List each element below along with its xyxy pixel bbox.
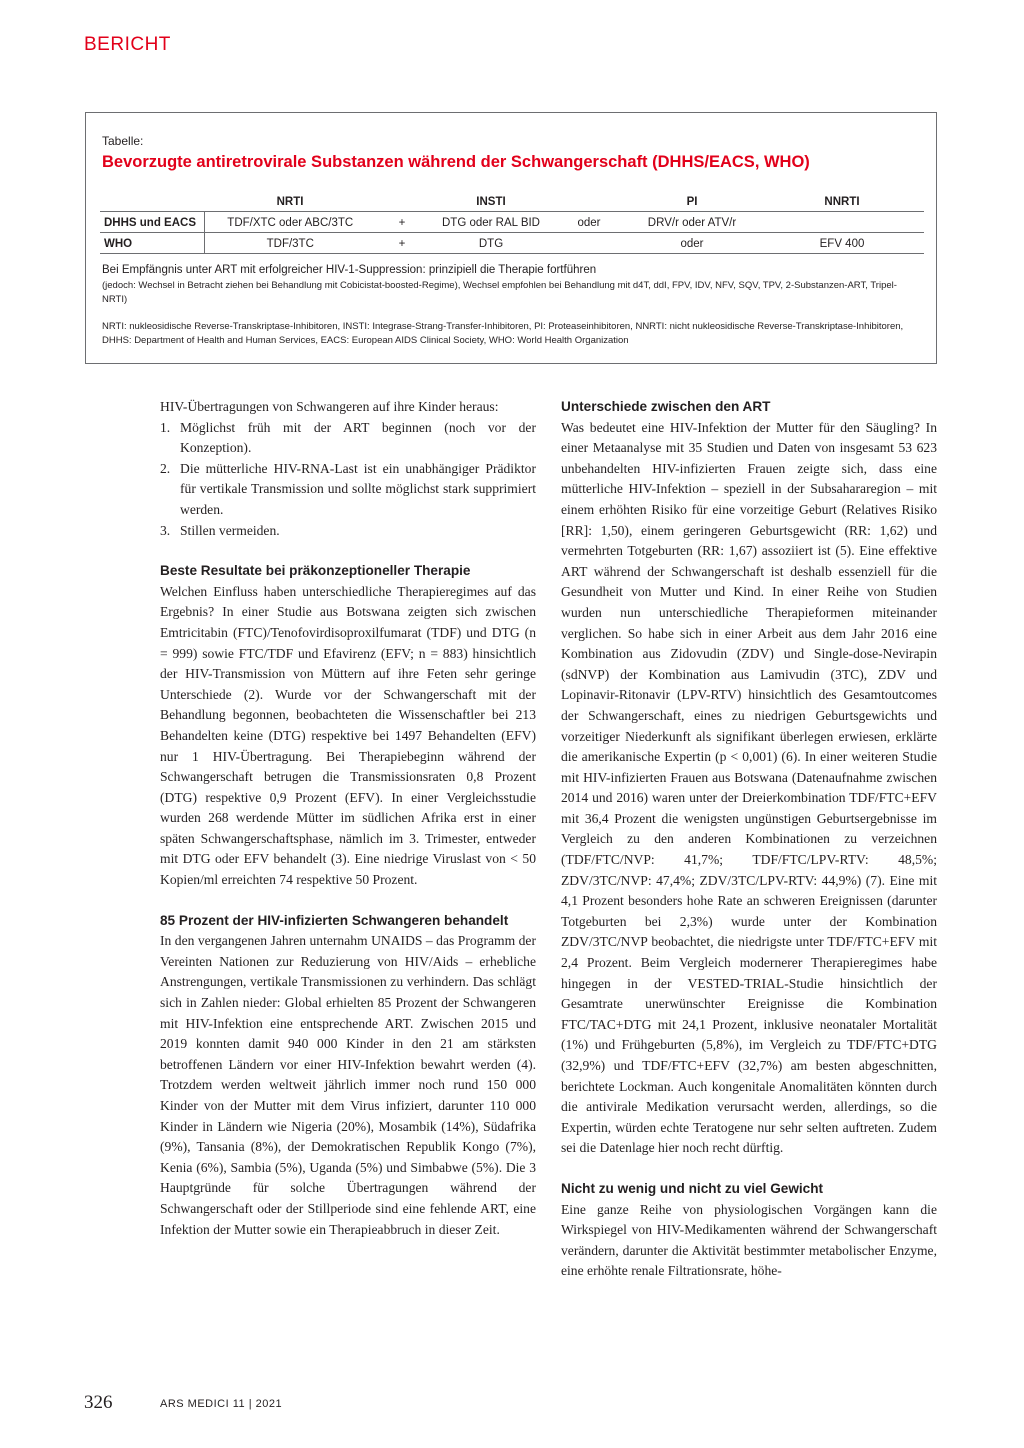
section-label: BERICHT	[84, 34, 171, 55]
header-insti: INSTI	[428, 191, 554, 212]
cell-plus: +	[376, 233, 428, 254]
body-paragraph: Was bedeutet eine HIV-Infektion der Mutter für den Säugling? In einer Metaanalyse mit 35 Studien und Daten von insgesamt 53 623 unbehandelten HIV-infizierten Frauen zeigte sich, dass eine mütterliche HIV-Infektion – speziell in der Subsahararegion – mit einem erhöhten Risiko für eine vorzeitige Geburt (Relatives Risiko [RR]: 1,50), einem geringeren Geburtsgewicht (RR: 1,62) und vermehrten Totgeburten (RR: 1,67) assoziiert ist (5). Eine effektive ART während der Schwangerschaft ist deshalb essenziell für die Gesundheit von Mutter und Kind. In einer Reihe von Studien wurden nun unterschiedliche Therapieformen miteinander verglichen. So habe sich in einer Arbeit aus dem Jahr 2016 eine Kombination aus Zidovudin (ZDV) und Single-dose-Nevirapin (sdNVP) der Kombination aus Lamivudin (3TC), ZDV und Lopinavir-Ritonavir (LPV-RTV) hinsichtlich des Gesamtoutcomes der Schwangerschaft, eines zu niedrigen Geburtsgewichts und vorzeitiger Niederkunft als signifikant überlegen erwiesen, erklärte die amerikanische Expertin (p < 0,001) (6). In einer weiteren Studie mit HIV-infizierten Frauen aus Botswana (Datenaufnahme zwischen 2014 und 2016) waren unter der Dreierkombination TDF/FTC+EFV mit 36,4 Prozent die wenigsten ungünstigen Geburtsergebnisse im Vergleich zu den anderen Kombinationen zu verzeichnen (TDF/FTC/NVP: 41,7%; TDF/FTC/LPV-RTV: 48,5%; ZDV/3TC/NVP: 47,4%; ZDV/3TC/LPV-RTV: 44,9%) (7). Eine mit 4,1 Prozent besonders hohe Rate an schweren Ereignissen (darunter Totgeburten bei 2,3%) wurde unter der Kombination ZDV/3TC/NVP beobachtet, die niedrigste unter TDF/FTC+EFV mit 2,4 Prozent. Beim Vergleich modernerer Therapieregimes habe hingegen in der VESTED-TRIAL-Studie hinsichtlich der Gesamtrate unerwünschter Ereignisse die Kombination FTC/TAC+DTG mit 24,1 Prozent, inklusive neonataler Mortalität (1%) und Frühgeburten (5,8%), im Vergleich zu TDF/FTC+DTG (32,9%) und TDF/FTC+EFV (32,7%) am besten abgeschnitten, berichtete Lockman. Auch kongenitale Anomalitäten könnten durch die antivirale Medikation verursacht werden, allerdings, so die Expertin, würden echte Teratogene nur sehr selten auftreten. Zudem sei die Datenlage hier noch recht dürftig.	[561, 419, 937, 1156]
left-column	[160, 397, 536, 1240]
header-empty	[100, 191, 204, 212]
recommendation-list	[160, 418, 536, 542]
cell-nnrti	[760, 212, 924, 233]
list-number: 2.	[160, 460, 171, 476]
header-spacer	[554, 191, 624, 212]
body-paragraph: In den vergangenen Jahren unternahm UNAIDS – das Programm der Vereinten Nationen zur Reduzierung von HIV/Aids – erhebliche Anstrengungen, vertikale Transmissionen zu verhindern. Das schlägt sich in Zahlen nieder: Global erhielten 85 Prozent der Schwangeren mit HIV-Infektion eine entsprechende ART. Zwischen 2015 und 2019 konnten damit 940 000 Kinder in den 21 am stärksten betroffenen Ländern vor einer HIV-Infektion bewahrt werden (4). Trotzdem werden weltweit jährlich immer noch rund 150 000 Kinder von der Mutter mit dem Virus infiziert, darunter 110 000 Kinder in Ländern wie Nigeria (20%), Mosambik (14%), Südafrika (9%), Tansania (8%), der Demokratischen Republik Kongo (7%), Kenia (6%), Sambia (5%), Uganda (5%) und Simbabwe (5%). Die 3 Hauptgründe für solche Übertragungen während der Schwangerschaft oder der Stillperiode sind eine fehlende ART, eine Infektion der Mutter sowie ein Therapieabbruch in dieser Zeit.	[160, 933, 536, 1237]
list-number: 1.	[160, 419, 171, 435]
list-item	[160, 459, 536, 521]
cell-nnrti: EFV 400	[760, 233, 924, 254]
cell-pi: oder	[624, 233, 760, 254]
table-row	[100, 212, 924, 233]
page-number: 326	[84, 1392, 113, 1413]
drug-table	[100, 191, 924, 254]
section-heading: 85 Prozent der HIV-infizierten Schwangeren behandelt	[160, 912, 509, 928]
row-label: WHO	[100, 233, 204, 254]
cell-pi: DRV/r oder ATV/r	[624, 212, 760, 233]
section-heading: Beste Resultate bei präkonzeptioneller Therapie	[160, 563, 471, 579]
section-heading: Unterschiede zwischen den ART	[561, 399, 771, 414]
right-column	[561, 397, 937, 1282]
list-number: 3.	[160, 522, 171, 538]
table-row	[100, 233, 924, 254]
list-item	[160, 521, 536, 542]
table-footnote-main: Bei Empfängnis unter ART mit erfolgreicher HIV-1-Suppression: prinzipiell die Therapie fortführen	[102, 264, 597, 276]
row-label: DHHS und EACS	[100, 212, 204, 233]
list-text: Stillen vermeiden.	[180, 522, 280, 538]
cell-insti: DTG	[428, 233, 554, 254]
body-paragraph: Welchen Einfluss haben unterschiedliche Therapieregimes auf das Ergebnis? In einer Studie aus Botswana zeigten sich zwischen Emtricitabin (FTC)/Tenofovirdisoproxilfumarat (TDF) und DTG (n = 999) sowie FTC/TDF und Efavirenz (EFV; n = 883) hinsichtlich der HIV-Transmission von Müttern auf ihre Feten sehr geringe Unterschiede (2). Wurde vor der Schwangerschaft mit der Behandlung begonnen, beobachteten die Wissenschaftler bei 213 Behandelten keine (DTG) respektive bei 1497 Behandelten (EFV) nur 1 HIV-Übertragung. Bei Therapiebeginn während der Schwangerschaft betrugen die Transmissionsraten 0,8 Prozent (DTG) respektive 0,9 Prozent (EFV). In einer Vergleichsstudie wurden 268 werdende Mütter im südlichen Afrika erst in einer späten Schwangerschaftsphase, nämlich im 3. Trimester, entweder mit DTG oder EFV behandelt (3). Eine niedrige Viruslast von < 50 Kopien/ml erreichten 74 respektive 50 Prozent.	[160, 583, 536, 888]
table-title: Bevorzugte antiretrovirale Substanzen während der Schwangerschaft (DHHS/EACS, WHO)	[102, 153, 810, 171]
cell-oder	[554, 233, 624, 254]
cell-plus: +	[376, 212, 428, 233]
table-footnote-sub: (jedoch: Wechsel in Betracht ziehen bei Behandlung mit Cobicistat-boosted-Regime), Wechsel empfohlen bei Behandlung mit d4T, ddI, FPV, IDV, NFV, SQV, TPV, 2-Substanzen-ART, Tripel-NRTI)	[102, 280, 897, 305]
section-heading: Nicht zu wenig und nicht zu viel Gewicht	[561, 1180, 824, 1196]
table-caption-label: Tabelle:	[102, 134, 144, 148]
table-header-row	[100, 191, 924, 212]
header-nnrti: NNRTI	[760, 191, 924, 212]
cell-nrti: TDF/3TC	[204, 233, 376, 254]
header-pi: PI	[624, 191, 760, 212]
body-paragraph: Eine ganze Reihe von physiologischen Vorgängen kann die Wirkspiegel von HIV-Medikamenten während der Schwangerschaft verändern, darunter die Aktivität bestimmter metabolischer Enzyme, eine erhöhte renale Filtrationsrate, höhe-	[561, 1201, 937, 1279]
journal-reference: ARS MEDICI 11 | 2021	[160, 1398, 283, 1410]
list-item	[160, 418, 536, 459]
list-text: Möglichst früh mit der ART beginnen (noch vor der Konzeption).	[180, 419, 536, 456]
cell-oder: oder	[554, 212, 624, 233]
table-box	[85, 112, 937, 364]
intro-paragraph: HIV-Übertragungen von Schwangeren auf ihre Kinder heraus:	[160, 399, 499, 414]
header-nrti: NRTI	[204, 191, 376, 212]
cell-nrti: TDF/XTC oder ABC/3TC	[204, 212, 376, 233]
cell-insti: DTG oder RAL BID	[428, 212, 554, 233]
header-spacer	[376, 191, 428, 212]
list-text: Die mütterliche HIV-RNA-Last ist ein unabhängiger Prädiktor für vertikale Transmission und sollte möglichst stark supprimiert werden.	[180, 460, 536, 517]
table-footnote-abbreviations: NRTI: nukleosidische Reverse-Transkriptase-Inhibitoren, INSTI: Integrase-Strang-Transfer-Inhibitoren, PI: Proteaseinhibitoren, NNRTI: nicht nukleosidische Reverse-Transkriptase-Inhibitoren, DHHS: Department of Health and Human Services, EACS: European AIDS Clinical Society, WHO: World Health Organization	[102, 321, 904, 346]
